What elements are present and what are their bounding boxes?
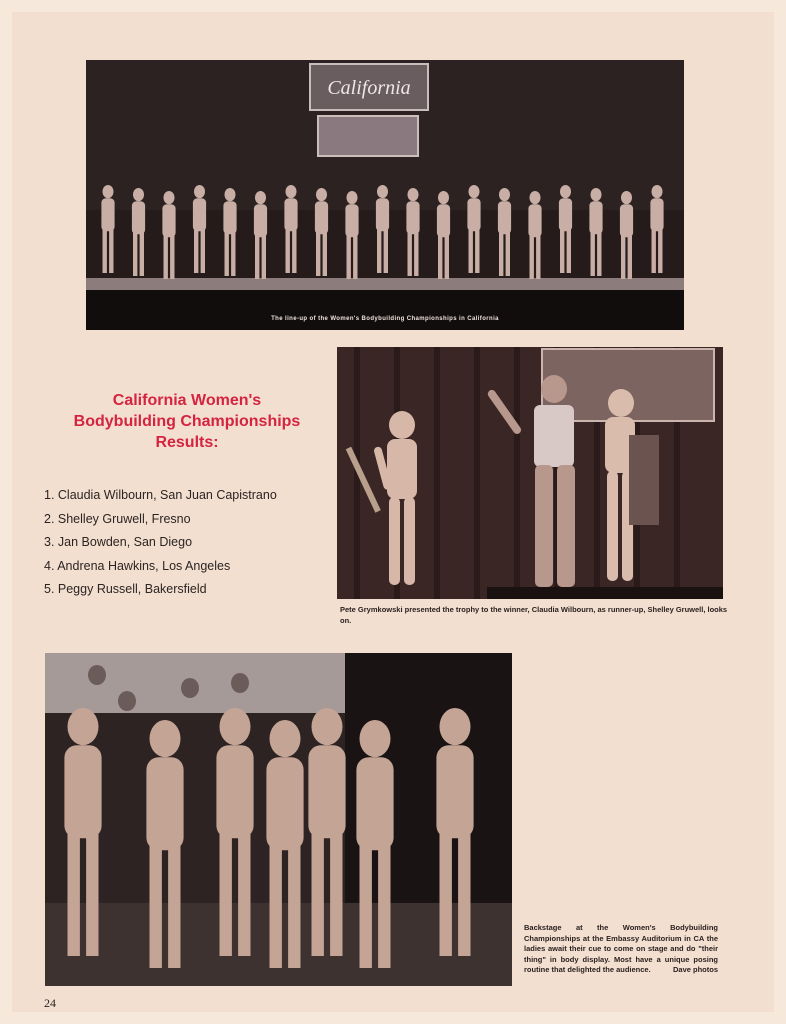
lineup-photo-image: [86, 60, 684, 330]
lineup-photo: [86, 60, 684, 330]
backstage-photo: [45, 653, 512, 986]
result-item: 1. Claudia Wilbourn, San Juan Capistrano: [44, 488, 277, 502]
result-item: 3. Jan Bowden, San Diego: [44, 535, 193, 549]
backstage-caption-text: Backstage at the Women's Bodybuilding Championships at the Embassy Auditorium in CA the ladies await their cue to come on stage and do "their thing" in body display. Most have a unique posing routine that delighted the audience.: [524, 923, 718, 974]
results-headline: [45, 390, 329, 453]
photo-credit: Dave photos: [672, 965, 718, 974]
backstage-caption: [524, 923, 718, 976]
headline-line-2: Bodybuilding Championships: [73, 413, 301, 430]
headline-line-3: Results:: [155, 434, 219, 451]
lineup-caption: The line-up of the Women's Bodybuilding Championships in California: [271, 316, 499, 322]
page-number: 24: [44, 996, 56, 1010]
banner-text: California: [327, 77, 411, 99]
trophy-photo-image: [337, 347, 723, 599]
backstage-photo-image: [45, 653, 512, 986]
result-item: 2. Shelley Gruwell, Fresno: [44, 511, 191, 526]
result-item: 4. Andrena Hawkins, Los Angeles: [44, 558, 231, 573]
headline-line-1: California Women's: [112, 392, 262, 409]
result-item: 5. Peggy Russell, Bakersfield: [44, 582, 207, 596]
trophy-photo: [337, 347, 723, 599]
results-list: [44, 484, 277, 602]
trophy-caption: Pete Grymkowski presented the trophy to the winner, Claudia Wilbourn, as runner-up, Shelley Gruwell, looks on.: [340, 605, 728, 625]
